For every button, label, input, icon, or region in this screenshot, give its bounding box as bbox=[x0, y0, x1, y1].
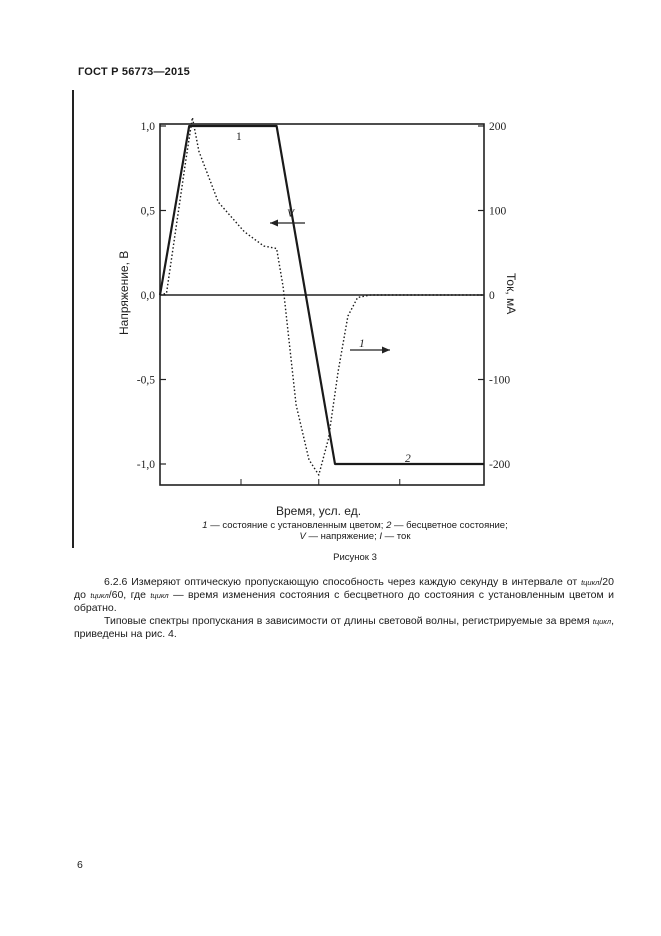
caption-text-2: — бесцветное состояние; bbox=[391, 520, 508, 531]
left-tick-label: -0,5 bbox=[136, 374, 155, 387]
t-cycle-3: tцикл bbox=[150, 591, 169, 600]
caption-text-3: — напряжение; bbox=[305, 531, 380, 542]
left-tick-label: 0,0 bbox=[140, 290, 155, 302]
caption-text-4: — ток bbox=[382, 531, 411, 542]
para2-text-1: Типовые спектры пропускания в зависимости от длины световой волны, регистрируемые за время bbox=[104, 615, 593, 627]
paragraph-spectra bbox=[74, 615, 614, 641]
right-axis-label: Ток, мА bbox=[504, 273, 518, 315]
voltage-arrow bbox=[270, 220, 305, 227]
caption-num-1: 1 bbox=[202, 520, 208, 531]
t-cycle-2: tцикл bbox=[90, 591, 109, 600]
para1-text-1: 6.2.6 Измеряют оптическую пропускающую способность через каждую секунду в интервале от bbox=[104, 576, 582, 588]
arrow-head bbox=[382, 347, 390, 354]
caption-num-2: 2 bbox=[386, 520, 392, 531]
caption-text-1: — состояние с установленным цветом; bbox=[207, 520, 387, 531]
document-header: ГОСТ Р 56773—2015 bbox=[78, 66, 190, 78]
curve1-arrow bbox=[350, 347, 390, 354]
para1-text-4: — время изменения состояния с бесцветного до состояния с установленным цветом и обратно. bbox=[74, 589, 614, 614]
para2-text-2: , приведены на рис. 4. bbox=[74, 615, 614, 640]
series-current-line bbox=[160, 118, 484, 476]
right-tick-label: -100 bbox=[489, 374, 511, 387]
right-tick-label: 0 bbox=[489, 290, 495, 302]
annotation-voltage: V bbox=[287, 208, 295, 220]
t-cycle-4: tцикл bbox=[592, 617, 612, 626]
right-tick-label: -200 bbox=[489, 459, 511, 471]
caption-line-2 bbox=[120, 531, 590, 543]
para1-text-2: /20 до bbox=[74, 576, 614, 601]
plot-frame bbox=[160, 124, 484, 485]
figure-title: Рисунок 3 bbox=[333, 552, 377, 563]
caption-i: I bbox=[379, 531, 383, 542]
annotation-curve2: 2 bbox=[405, 453, 411, 465]
left-tick-label: -1,0 bbox=[136, 459, 155, 471]
t-cycle-1: tцикл bbox=[581, 578, 600, 587]
paragraph-6-2-6 bbox=[74, 576, 614, 615]
left-axis-label: Напряжение, В bbox=[117, 250, 131, 335]
page-number: 6 bbox=[77, 859, 83, 871]
right-tick-label: 200 bbox=[489, 121, 507, 133]
caption-v: V bbox=[299, 531, 306, 542]
right-tick-label: 100 bbox=[489, 205, 507, 218]
annotation-curve1-top: 1 bbox=[236, 131, 242, 143]
x-axis-label: Время, усл. ед. bbox=[276, 504, 362, 518]
arrow-head bbox=[270, 220, 278, 227]
left-tick-label: 1,0 bbox=[140, 121, 155, 133]
left-tick-label: 0,5 bbox=[140, 205, 155, 218]
para1-text-3: /60, где bbox=[108, 589, 151, 601]
annotation-curve1-arrow: 1 bbox=[359, 338, 365, 350]
